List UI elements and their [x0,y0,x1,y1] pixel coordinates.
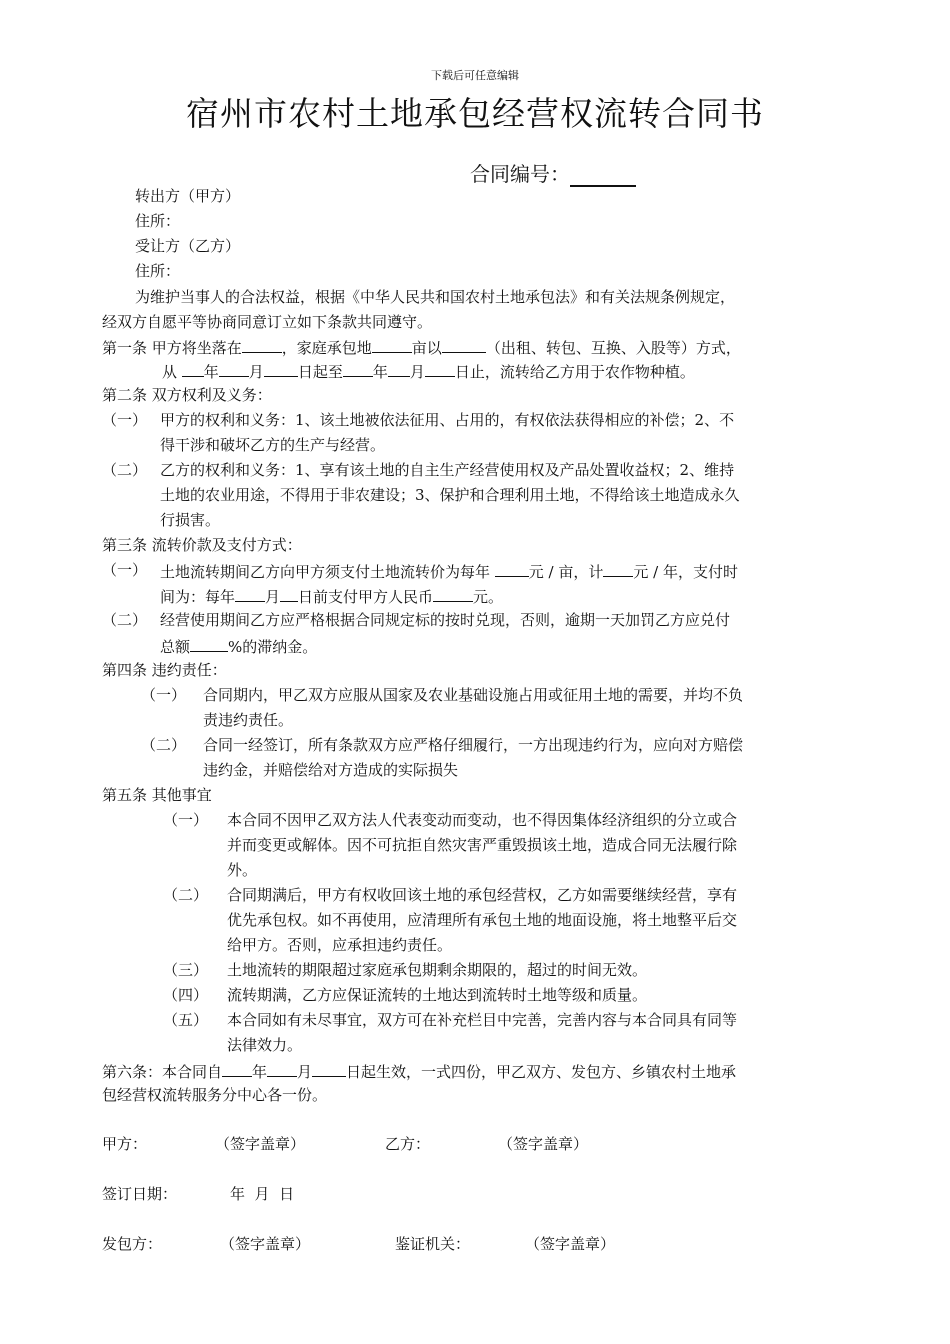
blank-start-month [219,360,249,377]
signature-party-a-label: 甲方： [102,1135,148,1153]
art1-text: 年 [203,363,219,381]
blank-start-year [182,360,204,377]
blank-method [442,336,486,353]
art3-item-1-line-1 [160,560,738,582]
preamble-line-2: 经双方自愿平等协商同意订立如下条款共同遵守。 [102,313,433,331]
art5-item-2-line-2: 优先承包权。如不再使用，应清理所有承包土地的地面设施，将土地整平后交 [227,911,738,929]
art5-item-1-number: （一） [163,811,209,829]
art1-text: ，家庭承包地 [281,339,372,357]
art3-item-1-line-2 [160,585,503,607]
art6-text: 月 [297,1063,313,1081]
art5-item-4-line-1: 流转期满，乙方应保证流转的土地达到流转时土地等级和质量。 [227,986,648,1004]
art1-text: （出租、转包、互换、入股等）方式， [485,339,741,357]
address-b-label: 住所： [135,262,181,280]
signature-party-b-seal: （签字盖章） [498,1135,589,1153]
art3-text: 总额 [160,638,191,656]
art3-text: 土地流转期间乙方向甲方须支付土地流转价为每年 [160,563,495,581]
article-4-heading: 第四条 违约责任： [102,661,227,679]
blank-price-per-year [603,560,633,577]
issuer-label: 发包方： [102,1235,163,1253]
blank-start-day [264,360,298,377]
art5-item-5-line-1: 本合同如有未尽事宜，双方可在补充栏目中完善，完善内容与本合同具有同等 [227,1011,738,1029]
art2-item-1-number: （一） [102,411,148,429]
article-6-line-1 [102,1060,736,1082]
art4-item-1-line-1: 合同期内，甲乙双方应服从国家及农业基础设施占用或征用土地的需要，并均不负 [203,686,744,704]
art6-text: 日起生效，一式四份，甲乙双方、发包方、乡镇农村土地承 [346,1063,737,1081]
art2-item-1-line-2: 得干涉和破坏乙方的生产与经营。 [160,436,386,454]
art4-item-2-line-1: 合同一经签订，所有条款双方应严格仔细履行，一方出现违约行为，应向对方赔偿 [203,736,744,754]
art5-item-2-line-3: 给甲方。否则，应承担违约责任。 [227,936,453,954]
party-a-label: 转出方（甲方） [135,187,241,205]
blank-effective-year [222,1060,252,1077]
art2-item-2-line-1: 乙方的权利和义务：1、享有该土地的自主生产经营使用权及产品处置收益权；2、维持 [160,461,735,479]
article-1-line-1 [102,336,741,358]
art3-text: 元 / 年，支付时 [633,563,738,581]
art1-text: 月 [248,363,264,381]
art1-text: 日止，流转给乙方用于农作物种植。 [454,363,695,381]
art5-item-2-line-1: 合同期满后，甲方有权收回该土地的承包经营权，乙方如需要继续经营，享有 [227,886,738,904]
art5-item-5-number: （五） [163,1011,209,1029]
blank-end-year [343,360,373,377]
article-1-line-2 [162,360,695,382]
blank-end-day [425,360,455,377]
blank-area [372,336,412,353]
document-title: 宿州市农村土地承包经营权流转合同书 [186,94,764,133]
art2-item-2-line-3: 行损害。 [160,511,221,529]
art3-text: 间为：每年 [160,588,236,606]
article-5-heading: 第五条 其他事宜 [102,786,212,804]
art5-item-1-line-3: 外。 [227,861,258,879]
blank-penalty-rate [190,635,228,652]
art1-text: 从 [162,363,182,381]
art5-item-1-line-1: 本合同不因甲乙双方法人代表变动而变动，也不得因集体经济组织的分立或合 [227,811,738,829]
art5-item-1-line-2: 并而变更或解体。因不可抗拒自然灾害严重毁损该土地，造成合同无法履行除 [227,836,738,854]
signature-party-a-seal: （签字盖章） [215,1135,306,1153]
party-b-label: 受让方（乙方） [135,237,241,255]
art3-item-1-number: （一） [102,561,148,579]
art1-text: 日起至 [297,363,343,381]
article-3-heading: 第三条 流转价款及支付方式： [102,536,302,554]
blank-effective-day [312,1060,346,1077]
header-note: 下载后可任意编辑 [431,69,519,82]
art3-text: 日前支付甲方人民币 [298,588,434,606]
blank-end-month [388,360,410,377]
contract-number-blank [570,163,636,187]
art1-text: 月 [409,363,425,381]
art3-text: 元。 [473,588,504,606]
art2-item-2-number: （二） [102,461,148,479]
blank-pay-month [235,585,265,602]
art2-item-2-line-2: 土地的农业用途，不得用于非农建设；3、保护和合理利用土地，不得给该土地造成永久 [160,486,740,504]
art2-item-1-line-1: 甲方的权利和义务：1、该土地被依法征用、占用的，有权依法获得相应的补偿；2、不 [160,411,735,429]
contract-number-label: 合同编号： [470,162,570,186]
art3-item-2-number: （二） [102,611,148,629]
art3-item-2-line-1: 经营使用期间乙方应严格根据合同规定标的按时兑现，否则，逾期一天加罚乙方应兑付 [160,611,731,629]
address-a-label: 住所： [135,212,181,230]
article-2-heading: 第二条 双方权利及义务： [102,386,272,404]
blank-price-per-mu [495,560,529,577]
art3-item-2-line-2 [160,635,317,657]
issuer-seal: （签字盖章） [220,1235,311,1253]
blank-effective-month [267,1060,297,1077]
art4-item-2-line-2: 违约金，并赔偿给对方造成的实际损失 [203,761,459,779]
art4-item-1-line-2: 责违约责任。 [203,711,294,729]
art3-text: 元 / 亩，计 [528,563,604,581]
art5-item-5-line-2: 法律效力。 [227,1036,303,1054]
article-6-line-2: 包经营权流转服务分中心各一份。 [102,1086,328,1104]
verifier-seal: （签字盖章） [525,1235,616,1253]
blank-pay-day [280,585,298,602]
art5-item-2-number: （二） [163,886,209,904]
art4-item-2-number: （二） [141,736,187,754]
art5-item-4-number: （四） [163,986,209,1004]
art5-item-3-line-1: 土地流转的期限超过家庭承包期剩余期限的，超过的时间无效。 [227,961,648,979]
blank-pay-amount [433,585,473,602]
art1-text: 第一条 甲方将坐落在 [102,339,242,357]
art1-text: 亩以 [411,339,442,357]
art1-text: 年 [372,363,388,381]
sign-date-value: 年 月 日 [230,1185,295,1203]
signature-party-b-label: 乙方： [385,1135,431,1153]
art3-text: %的滞纳金。 [228,638,318,656]
art5-item-3-number: （三） [163,961,209,979]
preamble-line-1: 为维护当事人的合法权益，根据《中华人民共和国农村土地承包法》和有关法规条例规定， [135,288,736,306]
blank-location [242,336,282,353]
art6-text: 第六条：本合同自 [102,1063,223,1081]
verifier-label: 鉴证机关： [395,1235,471,1253]
art6-text: 年 [252,1063,268,1081]
contract-number [470,158,636,187]
art4-item-1-number: （一） [141,686,187,704]
art3-text: 月 [265,588,281,606]
sign-date-label: 签订日期： [102,1185,178,1203]
